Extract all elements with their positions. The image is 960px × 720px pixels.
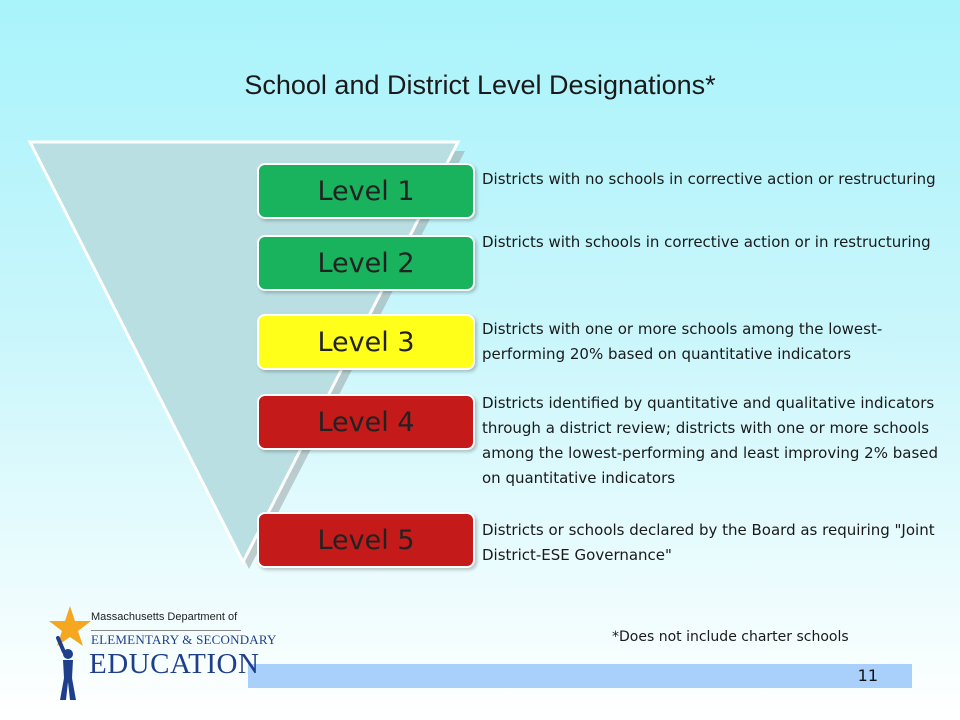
level-1-box <box>257 163 475 219</box>
level-3-description: Districts with one or more schools among the lowest-performing 20% based on quantitative indicators <box>482 320 883 363</box>
level-4-box <box>257 394 475 450</box>
logo-line1: Massachusetts Department of <box>91 611 238 623</box>
level-5-label: Level 5 <box>317 524 415 556</box>
level-3-label: Level 3 <box>317 326 415 358</box>
logo-line3: EDUCATION <box>89 648 260 680</box>
logo-divider <box>91 630 241 631</box>
level-5-box <box>257 512 475 568</box>
page-number: 11 <box>857 666 878 685</box>
star-person-icon <box>44 604 94 704</box>
level-4-label: Level 4 <box>317 406 415 438</box>
level-1-label: Level 1 <box>317 175 415 207</box>
level-1-description: Districts with no schools in corrective action or restructuring <box>482 170 936 188</box>
level-5-description: Districts or schools declared by the Board as requiring "Joint District-ESE Governance" <box>482 521 935 564</box>
logo-line2: ELEMENTARY & SECONDARY <box>91 632 277 647</box>
level-2-description: Districts with schools in corrective action or in restructuring <box>482 233 931 251</box>
ese-logo <box>44 604 277 704</box>
level-2-box <box>257 235 475 291</box>
page-number-bar <box>248 664 912 688</box>
slide-title: School and District Level Designations* <box>244 70 716 100</box>
level-3-box <box>257 314 475 370</box>
footnote: *Does not include charter schools <box>612 629 849 645</box>
level-4-description: Districts identified by quantitative and qualitative indicators through a district review; districts with one or more schools among the lowest-performing and least improving 2% based on quantitative indicators <box>482 394 939 487</box>
level-2-label: Level 2 <box>317 247 415 279</box>
